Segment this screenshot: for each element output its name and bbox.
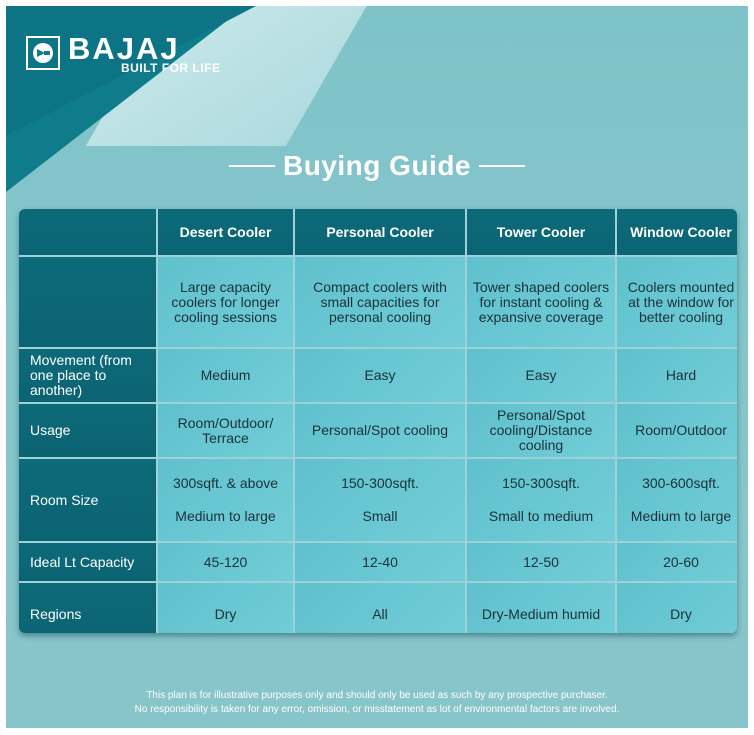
table-cell: Compact coolers with small capacities for personal cooling [295, 257, 465, 347]
table-cell: Personal/Spot cooling/Distance cooling [467, 404, 615, 457]
table-corner [19, 209, 156, 255]
row-header: Ideal Lt Capacity [19, 543, 156, 581]
row-header-empty [19, 257, 156, 347]
table-cell: Medium [158, 349, 293, 402]
comparison-table [19, 209, 737, 633]
column-header: Desert Cooler [158, 209, 293, 255]
table-cell: 20-60 [617, 543, 737, 581]
column-header: Tower Cooler [467, 209, 615, 255]
room-sqft: 300-600sqft. [642, 475, 720, 491]
room-sqft: 150-300sqft. [502, 475, 580, 491]
table-cell: Dry-Medium humid [467, 583, 615, 633]
table-cell: Easy [295, 349, 465, 402]
column-header: Window Cooler [617, 209, 737, 255]
row-header: Regions [19, 583, 156, 633]
page-title: Buying Guide [283, 150, 471, 181]
table-cell: Room/Outdoor/ Terrace [158, 404, 293, 457]
row-header: Usage [19, 404, 156, 457]
room-size: Small to medium [488, 508, 594, 524]
table-cell [158, 459, 293, 541]
bajaj-emblem-icon [26, 36, 60, 70]
disclaimer-line-1: This plan is for illustrative purposes only and should only be used as such by any prospective purchaser. [146, 690, 608, 701]
disclaimer [6, 689, 748, 717]
table-cell [467, 459, 615, 541]
table-cell: Easy [467, 349, 615, 402]
row-header: Movement (from one place to another) [19, 349, 156, 402]
table-cell: All [295, 583, 465, 633]
title-rule-left [229, 165, 275, 167]
room-sqft: 300sqft. & above [172, 475, 279, 491]
table-cell: Tower shaped coolers for instant cooling & expansive coverage [467, 257, 615, 347]
room-size: Small [362, 508, 398, 524]
table-cell: 12-50 [467, 543, 615, 581]
disclaimer-line-2: No responsibility is taken for any error, omission, or misstatement as lot of environmental factors are involved. [134, 704, 620, 715]
infographic [6, 6, 748, 728]
table-cell [617, 459, 737, 541]
room-size: Medium to large [630, 508, 732, 524]
table-cell: Room/Outdoor [617, 404, 737, 457]
table-cell: 45-120 [158, 543, 293, 581]
table-cell: Hard [617, 349, 737, 402]
table-cell: 12-40 [295, 543, 465, 581]
brand-tagline: BUILT FOR LIFE [121, 61, 221, 75]
brand-logo [26, 32, 226, 76]
room-sqft: 150-300sqft. [341, 475, 419, 491]
row-header: Room Size [19, 459, 156, 541]
title-block [6, 148, 748, 184]
table-cell: Dry [617, 583, 737, 633]
table-cell: Personal/Spot cooling [295, 404, 465, 457]
title-rule-right [479, 165, 525, 167]
table-cell: Coolers mounted at the window for better cooling [617, 257, 737, 347]
room-size: Medium to large [175, 508, 276, 524]
table-cell: Dry [158, 583, 293, 633]
table-cell: Large capacity coolers for longer cooling sessions [158, 257, 293, 347]
column-header: Personal Cooler [295, 209, 465, 255]
brand-name: BAJAJ [68, 31, 180, 66]
table-cell [295, 459, 465, 541]
